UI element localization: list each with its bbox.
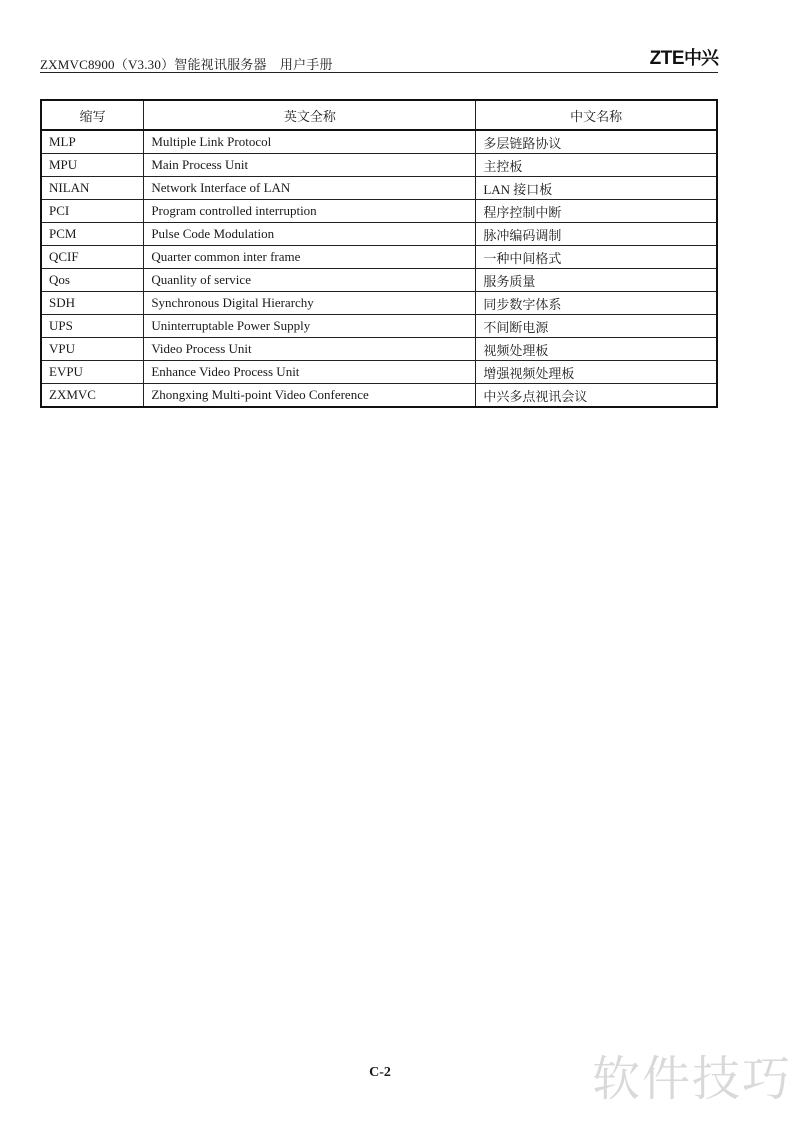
column-header-abbreviation: 缩写: [41, 100, 144, 130]
table-body: [41, 130, 717, 407]
table-row: [41, 384, 717, 408]
abbreviation-cell: ZXMVC: [41, 384, 144, 408]
table-row: [41, 177, 717, 200]
table-row: [41, 246, 717, 269]
abbreviation-cell: PCM: [41, 223, 144, 246]
abbreviation-cell: VPU: [41, 338, 144, 361]
chinese-name-cell: 同步数字体系: [476, 292, 717, 315]
logo-latin: ZTE: [649, 48, 684, 69]
table-row: [41, 292, 717, 315]
chinese-name-cell: 程序控制中断: [476, 200, 717, 223]
column-header-chinese-name: 中文名称: [476, 100, 717, 130]
zte-logo: [650, 48, 718, 69]
chinese-name-cell: 不间断电源: [476, 315, 717, 338]
chinese-name-cell: 主控板: [476, 154, 717, 177]
chinese-name-cell: 中兴多点视讯会议: [476, 384, 717, 408]
english-name-cell: Main Process Unit: [144, 154, 476, 177]
english-name-cell: Synchronous Digital Hierarchy: [144, 292, 476, 315]
chinese-name-cell: 服务质量: [476, 269, 717, 292]
page-number: C-2: [369, 1065, 391, 1080]
english-name-cell: Zhongxing Multi-point Video Conference: [144, 384, 476, 408]
chinese-name-cell: 脉冲编码调制: [476, 223, 717, 246]
english-name-cell: Network Interface of LAN: [144, 177, 476, 200]
table-row: [41, 361, 717, 384]
table-row: [41, 154, 717, 177]
abbreviation-cell: QCIF: [41, 246, 144, 269]
abbreviation-cell: MPU: [41, 154, 144, 177]
abbreviation-cell: NILAN: [41, 177, 144, 200]
english-name-cell: Uninterruptable Power Supply: [144, 315, 476, 338]
english-name-cell: Quarter common inter frame: [144, 246, 476, 269]
chinese-name-cell: LAN 接口板: [476, 177, 717, 200]
abbreviation-cell: SDH: [41, 292, 144, 315]
table-row: [41, 130, 717, 154]
table-header-row: [41, 100, 717, 130]
logo-cjk: 中兴: [684, 48, 718, 68]
abbreviation-cell: EVPU: [41, 361, 144, 384]
english-name-cell: Multiple Link Protocol: [144, 130, 476, 154]
abbreviation-cell: MLP: [41, 130, 144, 154]
chinese-name-cell: 多层链路协议: [476, 130, 717, 154]
table-row: [41, 315, 717, 338]
page-header: [40, 48, 718, 73]
chinese-name-cell: 视频处理板: [476, 338, 717, 361]
table-row: [41, 269, 717, 292]
table-row: [41, 200, 717, 223]
english-name-cell: Pulse Code Modulation: [144, 223, 476, 246]
english-name-cell: Quanlity of service: [144, 269, 476, 292]
watermark: 软件技巧: [591, 1051, 792, 1107]
abbreviation-cell: PCI: [41, 200, 144, 223]
table-row: [41, 338, 717, 361]
document-title: ZXMVC8900（V3.30）智能视讯服务器 用户手册: [40, 57, 333, 72]
abbreviation-table: [40, 99, 718, 408]
chinese-name-cell: 一种中间格式: [476, 246, 717, 269]
abbreviation-cell: UPS: [41, 315, 144, 338]
english-name-cell: Enhance Video Process Unit: [144, 361, 476, 384]
chinese-name-cell: 增强视频处理板: [476, 361, 717, 384]
table-row: [41, 223, 717, 246]
english-name-cell: Video Process Unit: [144, 338, 476, 361]
column-header-english-name: 英文全称: [144, 100, 476, 130]
english-name-cell: Program controlled interruption: [144, 200, 476, 223]
abbreviation-cell: Qos: [41, 269, 144, 292]
